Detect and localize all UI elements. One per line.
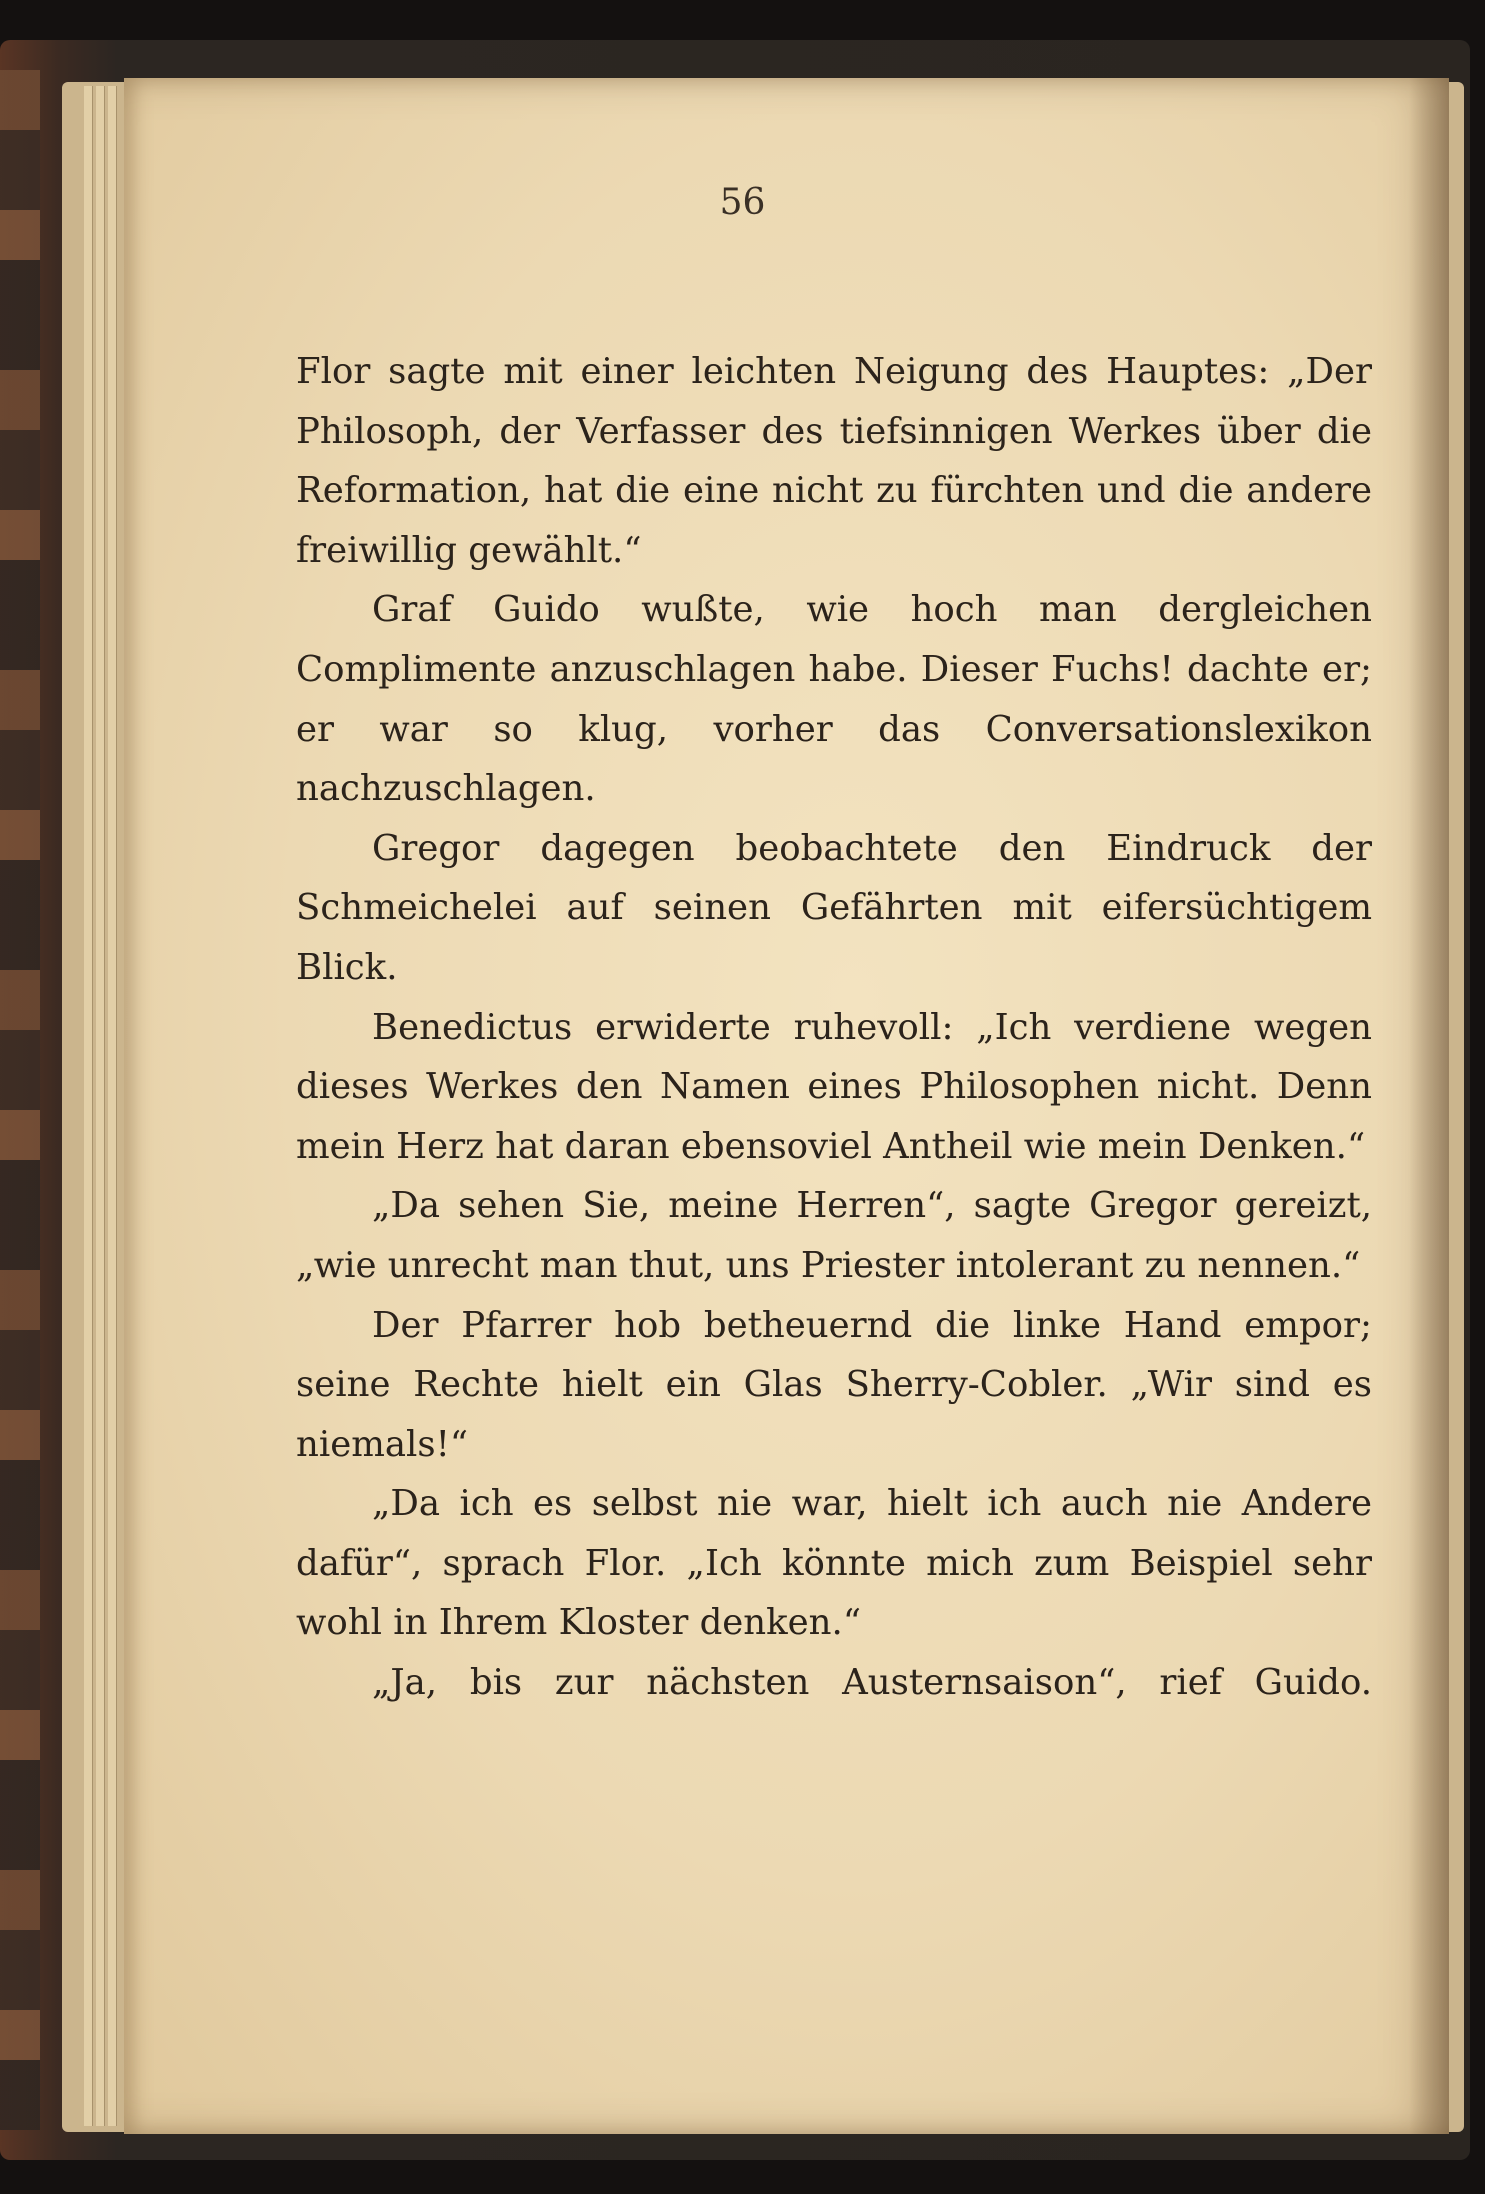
paragraph: „Da ich es selbst nie war, hielt ich auch nie Andere dafür“, sprach Flor. „Ich könnte mich zum Beispiel sehr wohl in Ihrem Kloster denken.“ <box>296 1483 1372 1644</box>
paragraph: Benedictus erwiderte ruhevoll: „Ich verdiene wegen dieses Werkes den Namen eines Philosophen nicht. Denn mein Herz hat daran ebensoviel Antheil wie mein Denken.“ <box>296 1006 1372 1167</box>
page-edge <box>84 86 93 2126</box>
page-edge <box>96 86 105 2126</box>
paragraph: Graf Guido wußte, wie hoch man dergleichen Complimente anzuschlagen habe. Dieser Fuchs! dachte er; er war so klug, vorher das Conversationslexikon nachzuschlagen. <box>296 589 1372 810</box>
page-text <box>296 342 1372 1713</box>
page-edge <box>108 86 117 2126</box>
book-spine <box>0 70 40 2130</box>
page-gutter-shadow <box>1409 78 1449 2134</box>
page-number: 56 <box>719 182 766 223</box>
paragraph: Gregor dagegen beobachtete den Eindruck der Schmeichelei auf seinen Gefährten mit eifersüchtigem Blick. <box>296 827 1372 988</box>
paragraph: „Ja, bis zur nächsten Austernsaison“, rief Guido. <box>372 1662 1372 1704</box>
paragraph: Der Pfarrer hob betheuernd die linke Hand empor; seine Rechte hielt ein Glas Sherry-Cobler. „Wir sind es niemals!“ <box>296 1304 1372 1465</box>
paragraph: Flor sagte mit einer leichten Neigung des Hauptes: „Der Philosoph, der Verfasser des tiefsinnigen Werkes über die Reformation, hat die eine nicht zu fürchten und die andere freiwillig gewählt.“ <box>296 351 1372 571</box>
paragraph: „Da sehen Sie, meine Herren“, sagte Gregor gereizt, „wie unrecht man thut, uns Priester intolerant zu nennen.“ <box>296 1185 1372 1286</box>
